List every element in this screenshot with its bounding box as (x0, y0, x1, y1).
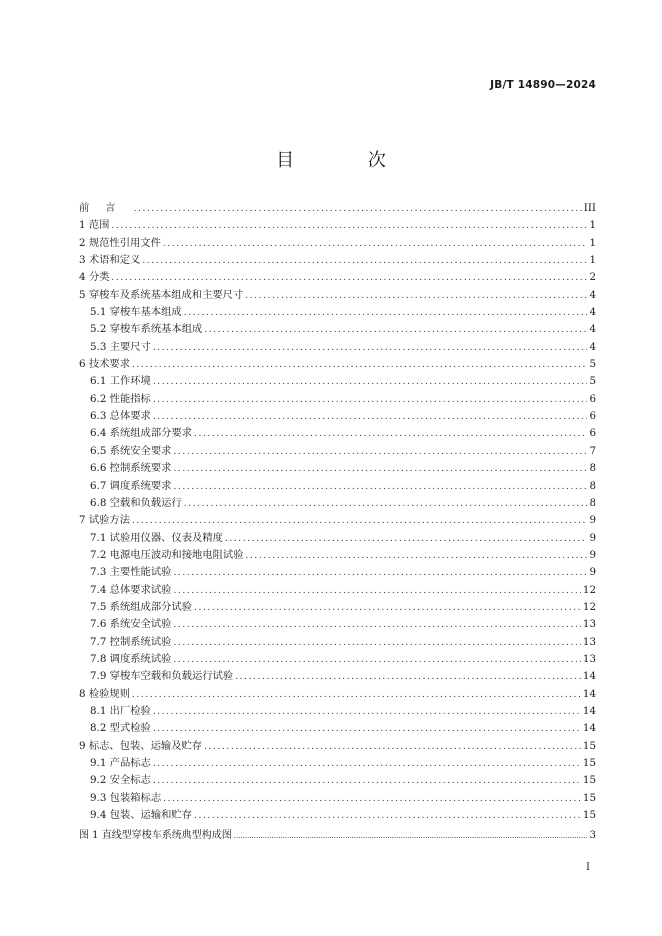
toc-entry[interactable] (79, 650, 596, 667)
toc-entry[interactable] (79, 494, 596, 511)
toc-figure-label: 图 1 直线型穿梭车系统典型构成图 (79, 830, 232, 842)
toc-entry-label: 1 范围 (79, 219, 110, 232)
toc-leader-dots (111, 273, 587, 283)
toc-entry[interactable] (79, 633, 596, 650)
toc-entry-label: 8 检验规则 (79, 687, 131, 700)
toc-entry[interactable] (79, 737, 596, 754)
toc-leader-dots (173, 638, 580, 648)
toc-entry-page: 14 (582, 722, 596, 735)
toc-leader-dots (132, 690, 581, 700)
toc-leader-dots (184, 308, 588, 318)
toc-entry-label: 5.1 穿梭车基本组成 (90, 306, 182, 319)
toc-entry-label: 前言 (79, 202, 132, 214)
toc-entry-label: 7.2 电源电压波动和接地电阻试验 (90, 548, 244, 561)
toc-leader-dots (142, 256, 587, 266)
toc-entry-page: 12 (582, 583, 596, 596)
toc-leader-dots (194, 603, 581, 613)
toc-entry-label: 9 标志、包装、运输及贮存 (79, 739, 203, 752)
toc-entry[interactable] (79, 789, 596, 806)
toc-entry-label: 8.2 型式检验 (90, 722, 151, 735)
toc-entry-page: 4 (589, 323, 596, 336)
toc-entry-label: 6.6 控制系统要求 (90, 462, 172, 475)
toc-leader-dots (153, 395, 588, 405)
toc-entry[interactable] (79, 771, 596, 788)
toc-leader-dots (163, 794, 581, 804)
toc-entry[interactable] (79, 511, 596, 528)
toc-leader-dots (246, 551, 588, 561)
toc-leader-dots (204, 742, 581, 752)
toc-leader-dots (153, 377, 588, 387)
toc-entry[interactable] (79, 320, 596, 337)
toc-entry-page: 5 (589, 375, 596, 388)
toc-entry-page: 5 (589, 358, 596, 371)
toc-entry[interactable] (79, 615, 596, 632)
toc-entry[interactable] (79, 719, 596, 736)
toc-leader-dots (173, 655, 580, 665)
toc-leader-dots (225, 534, 588, 544)
toc-entry-label: 9.2 安全标志 (90, 774, 151, 787)
toc-entry-page: 1 (589, 254, 596, 267)
toc-entry-label: 7.6 系统安全试验 (90, 618, 172, 631)
toc-entry-label: 9.4 包装、运输和贮存 (90, 809, 193, 822)
toc-entry-label: 7.9 穿梭车空载和负载运行试验 (90, 670, 234, 683)
toc-entry-label: 6.5 系统安全要求 (90, 444, 172, 457)
toc-entry-page: 14 (582, 704, 596, 717)
table-of-contents (79, 199, 596, 844)
toc-entry[interactable] (79, 338, 596, 355)
toc-entry-label: 5.3 主要尺寸 (90, 340, 151, 353)
toc-entry-page: 15 (582, 757, 596, 769)
page-title: 目 次 (276, 150, 420, 171)
toc-leader-dots (163, 239, 588, 249)
toc-leader-dots (184, 499, 588, 509)
toc-entry[interactable] (79, 424, 596, 441)
toc-leader-dots (235, 672, 581, 682)
toc-leader-dots (153, 776, 581, 786)
toc-entry-page: 15 (582, 774, 596, 787)
toc-entry-label: 6.4 系统组成部分要求 (90, 427, 193, 440)
toc-entry[interactable] (79, 268, 596, 285)
toc-leader-dots (234, 832, 588, 840)
toc-entry[interactable] (79, 216, 596, 233)
toc-entry-page: 1 (589, 219, 596, 232)
toc-entry-label: 7.5 系统组成部分试验 (90, 600, 193, 613)
toc-leader-dots (173, 447, 587, 457)
toc-entry-label: 9.1 产品标志 (90, 757, 151, 769)
toc-entry-page: 12 (582, 600, 596, 613)
toc-entry-label: 5.2 穿梭车系统基本组成 (90, 323, 203, 336)
toc-entry-label: 7.3 主要性能试验 (90, 566, 172, 579)
toc-entry-label: 5 穿梭车及系统基本组成和主要尺寸 (79, 288, 244, 301)
toc-entry-page: 8 (589, 462, 596, 475)
toc-entry-page: III (583, 202, 596, 214)
toc-entry-label: 6 技术要求 (79, 358, 131, 371)
toc-entry[interactable] (79, 459, 596, 476)
toc-entry-page: 1 (589, 236, 596, 249)
toc-leader-dots (173, 568, 587, 578)
toc-leader-dots (111, 221, 587, 231)
toc-leader-dots (173, 586, 580, 596)
toc-entry-label: 8.1 出厂检验 (90, 704, 151, 717)
toc-entry[interactable] (79, 407, 596, 424)
toc-entry-page: 4 (589, 288, 596, 301)
toc-entry-page: 7 (589, 444, 596, 457)
toc-entry-label: 6.3 总体要求 (90, 410, 151, 423)
toc-entry-label: 9.3 包装箱标志 (90, 791, 162, 804)
toc-entry-label: 7 试验方法 (79, 514, 131, 527)
toc-entry-page: 14 (582, 687, 596, 700)
toc-entry[interactable] (79, 390, 596, 407)
toc-entry-page: 4 (589, 340, 596, 353)
toc-entry[interactable] (79, 251, 596, 268)
toc-entry-page: 15 (582, 809, 596, 822)
toc-entry-label: 4 分类 (79, 271, 110, 284)
toc-entry-label: 7.4 总体要求试验 (90, 583, 172, 596)
toc-leader-dots (245, 291, 587, 301)
toc-entry-page: 14 (582, 670, 596, 683)
toc-leader-dots (173, 620, 580, 630)
toc-leader-dots (153, 412, 588, 422)
toc-entry[interactable] (79, 477, 596, 494)
toc-leader-dots (194, 429, 587, 439)
toc-entry[interactable] (79, 563, 596, 580)
toc-entry[interactable] (79, 598, 596, 615)
toc-entry[interactable] (79, 442, 596, 459)
toc-entry-label: 2 规范性引用文件 (79, 236, 161, 249)
toc-entry[interactable] (79, 286, 596, 303)
toc-leader-dots (132, 360, 587, 370)
toc-leader-dots (204, 325, 587, 335)
toc-entry-label: 6.1 工作环境 (90, 375, 151, 388)
toc-entry[interactable] (79, 234, 596, 251)
toc-entry[interactable] (79, 372, 596, 389)
toc-entry[interactable] (79, 754, 596, 771)
toc-leader-dots (153, 759, 581, 769)
toc-entry-label: 7.8 调度系统试验 (90, 652, 172, 665)
toc-entry-page: 9 (589, 514, 596, 527)
toc-entry-page: 8 (589, 479, 596, 492)
toc-entry-label: 3 术语和定义 (79, 254, 141, 267)
toc-leader-dots (153, 724, 581, 734)
toc-entry-page: 6 (589, 410, 596, 423)
toc-leader-dots (153, 707, 581, 717)
toc-entry[interactable] (79, 667, 596, 684)
toc-leader-dots (194, 811, 581, 821)
toc-leader-dots (173, 464, 587, 474)
toc-figure-page: 3 (589, 830, 596, 842)
toc-entry-page: 8 (589, 496, 596, 509)
toc-entry-page: 9 (589, 548, 596, 561)
toc-entry-label: 7.1 试验用仪器、仪表及精度 (90, 531, 223, 544)
toc-entry[interactable] (79, 806, 596, 823)
toc-entry[interactable] (79, 529, 596, 546)
toc-entry-page: 9 (589, 531, 596, 544)
toc-leader-dots (173, 482, 587, 492)
toc-entry-page: 6 (589, 392, 596, 405)
toc-leader-dots (134, 204, 582, 214)
toc-figure-entry[interactable] (79, 826, 596, 843)
toc-entry-page: 4 (589, 306, 596, 319)
toc-entry[interactable] (79, 303, 596, 320)
toc-entry-page: 13 (582, 652, 596, 665)
document-code: JB/T 14890—2024 (490, 79, 596, 91)
toc-entry-page: 13 (582, 635, 596, 648)
toc-entry-page: 15 (582, 791, 596, 804)
page-number: I (586, 862, 590, 873)
toc-entry-label: 6.7 调度系统要求 (90, 479, 172, 492)
toc-entry[interactable] (79, 199, 596, 216)
toc-entry[interactable] (79, 702, 596, 719)
toc-entry-page: 15 (582, 739, 596, 752)
toc-entry[interactable] (79, 685, 596, 702)
toc-entry[interactable] (79, 546, 596, 563)
toc-entry-page: 9 (589, 566, 596, 579)
toc-entry-page: 2 (589, 271, 596, 284)
toc-leader-dots (132, 516, 587, 526)
toc-entry-label: 7.7 控制系统试验 (90, 635, 172, 648)
toc-entry-label: 6.8 空载和负载运行 (90, 496, 182, 509)
toc-leader-dots (153, 343, 588, 353)
toc-entry-page: 13 (582, 618, 596, 631)
toc-entry[interactable] (79, 355, 596, 372)
toc-entry[interactable] (79, 581, 596, 598)
toc-entry-label: 6.2 性能指标 (90, 392, 151, 405)
toc-entry-page: 6 (589, 427, 596, 440)
